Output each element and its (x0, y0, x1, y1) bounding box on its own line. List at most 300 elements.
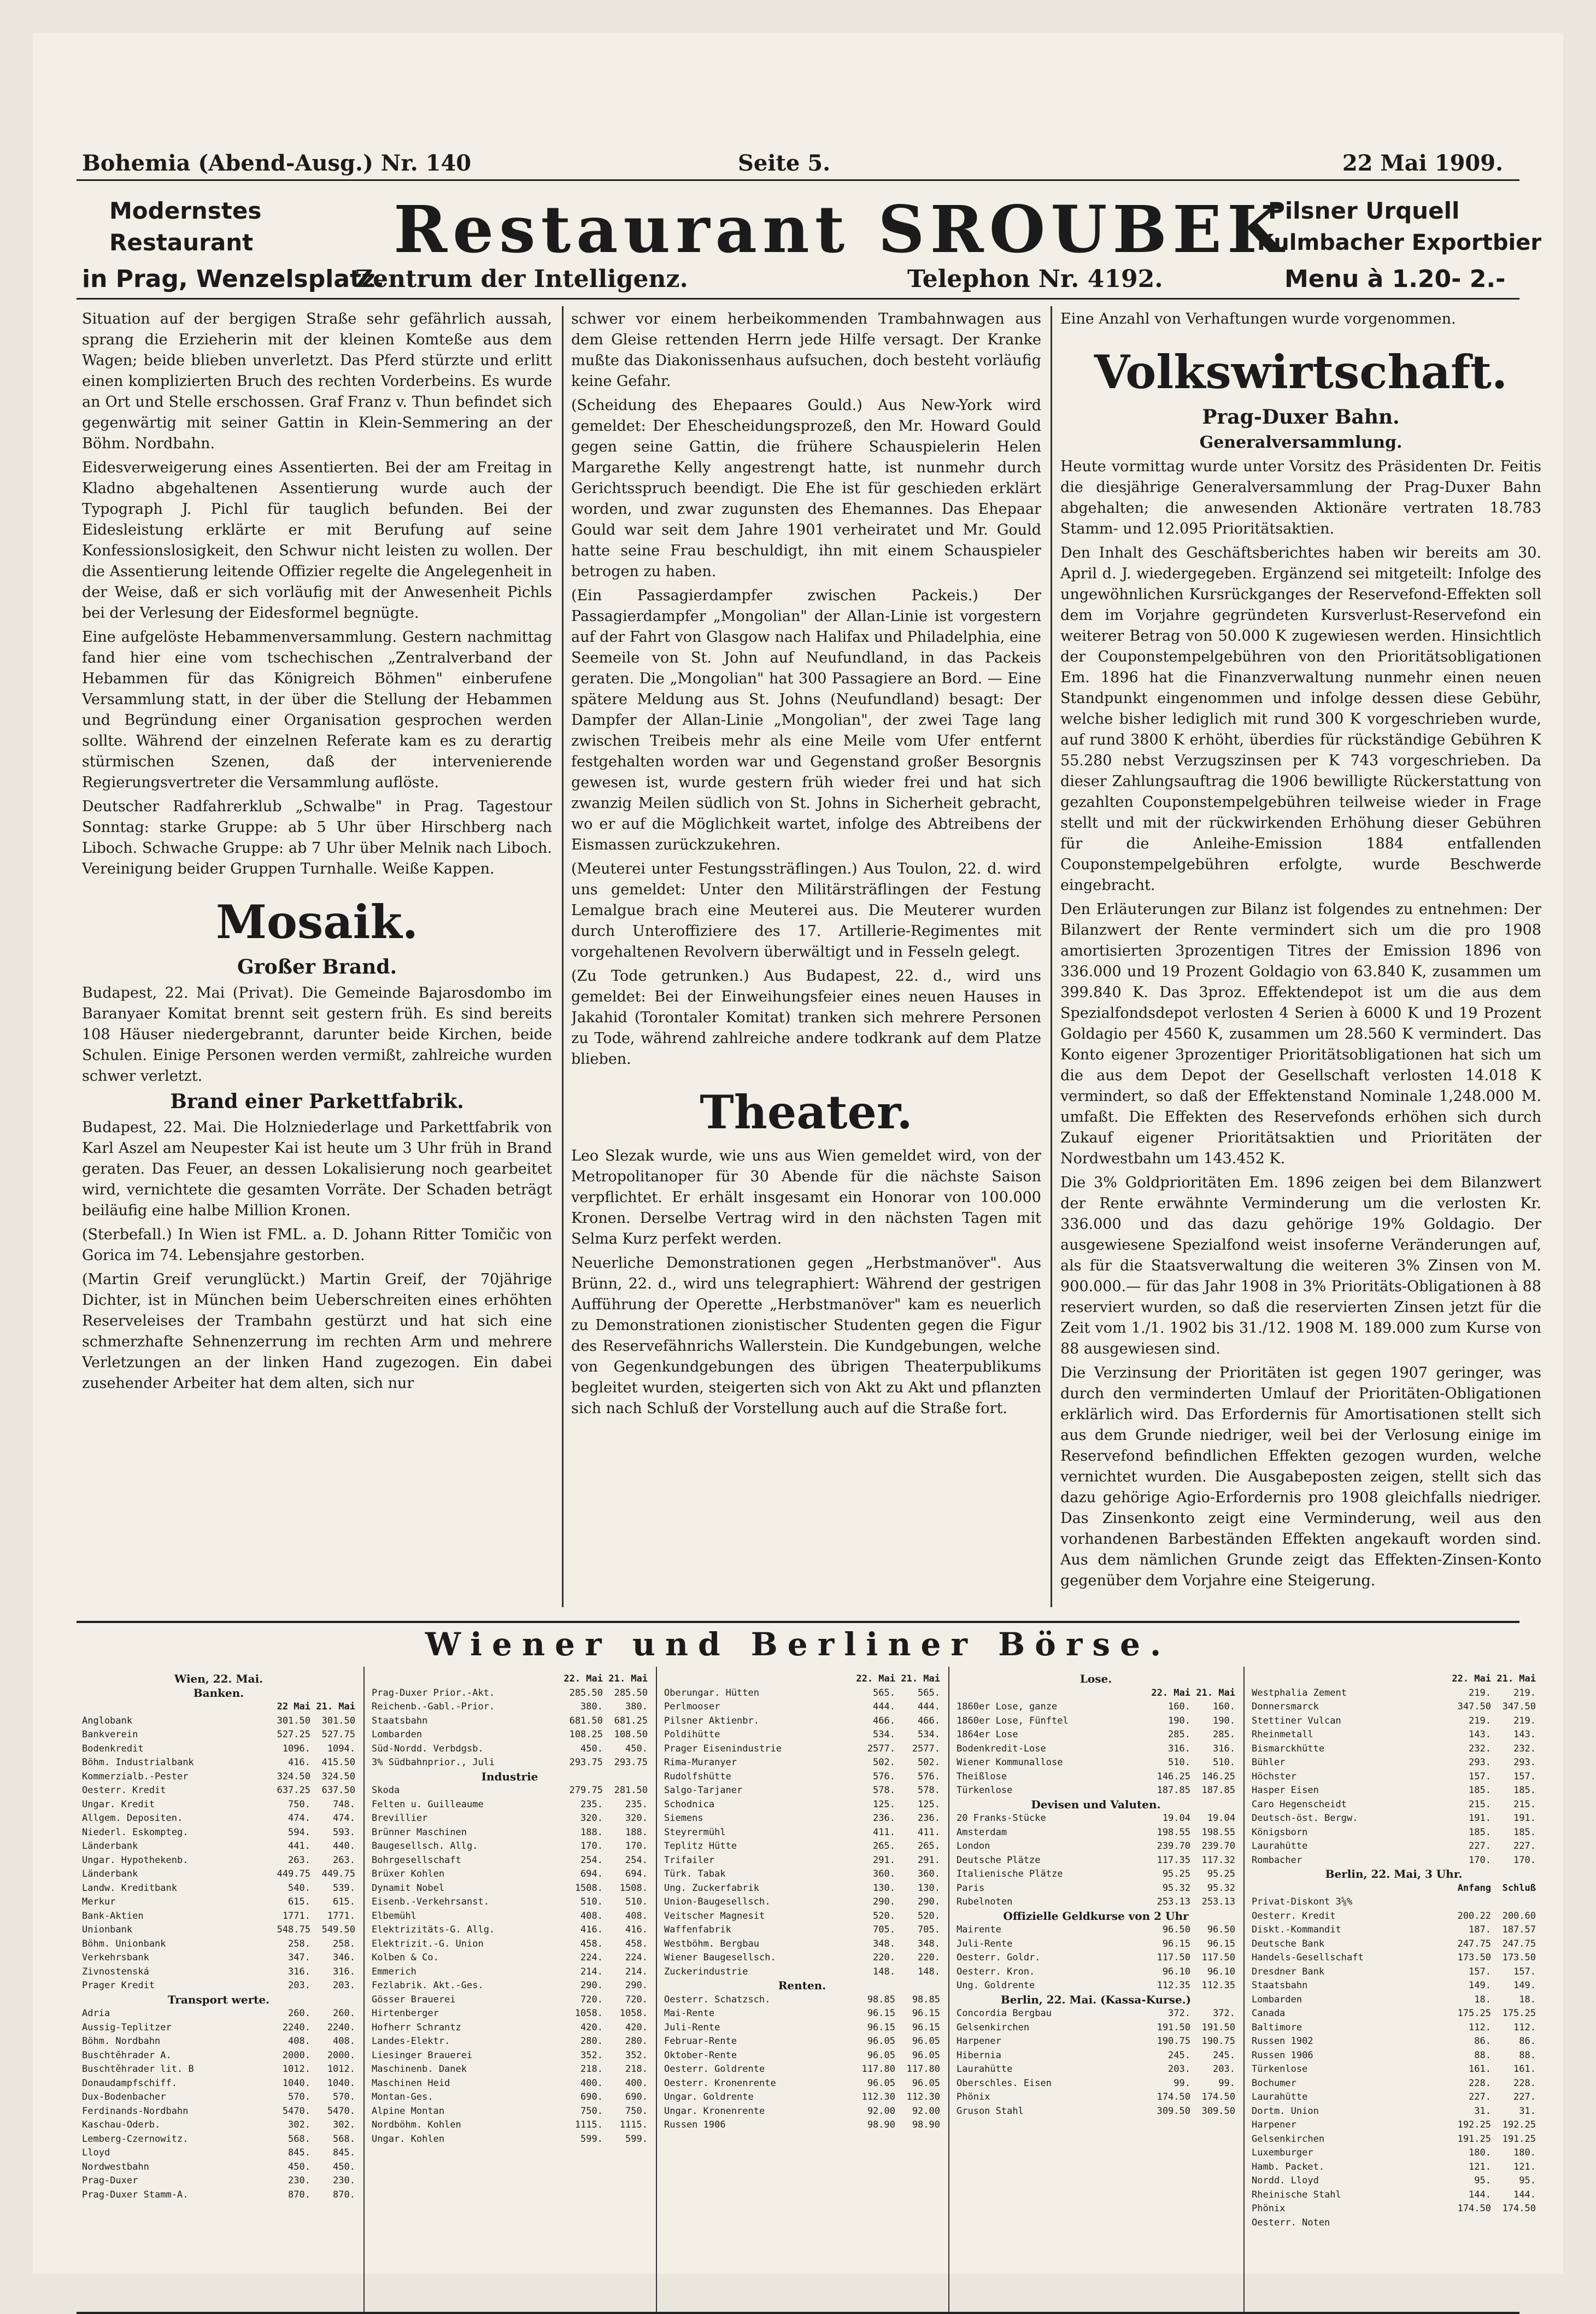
exchange-row (82, 1979, 355, 1993)
security-name: Donaudampfschiff. (82, 2077, 177, 2089)
price-value: 348. (918, 1938, 940, 1949)
price-value: 112. (1513, 2022, 1536, 2033)
price-value: 174.50 (1502, 2203, 1536, 2214)
exchange-row (957, 2063, 1235, 2077)
price-value: 95. (1474, 2175, 1491, 2186)
exchange-row (957, 1951, 1235, 1965)
security-name: Türkenlose (1252, 2064, 1308, 2075)
exchange-heading: Berlin, 22. Mai, 3 Uhr. (1325, 1867, 1463, 1881)
exchange-row (372, 1965, 648, 1979)
exchange-row (664, 1826, 940, 1840)
price-value: 400. (580, 2077, 603, 2089)
price-value: 352. (625, 2049, 648, 2061)
security-name: Kaschau-Oderb. (82, 2119, 161, 2130)
security-name: Brüxer Kohlen (372, 1868, 445, 1879)
exchange-header-cell: 21. Mai (901, 1673, 940, 1684)
exchange-row (1252, 1714, 1536, 1729)
exchange-row (957, 1882, 1235, 1896)
exchange-row (1252, 2063, 1536, 2077)
price-value: 705. (873, 1924, 895, 1935)
exchange-row (82, 1840, 355, 1854)
price-value: 352. (580, 2049, 603, 2061)
price-value: 750. (288, 1799, 310, 1810)
exchange-row (82, 1770, 355, 1784)
exchange-row (372, 2063, 648, 2077)
security-name: Salgo-Tarjaner (664, 1785, 743, 1796)
exchange-header-cell: 22. Mai (564, 1673, 603, 1684)
price-value: 117.80 (861, 2064, 895, 2075)
exchange-row (957, 1867, 1235, 1882)
price-value: 444. (873, 1701, 895, 1712)
price-value: 86. (1474, 2036, 1491, 2047)
security-name: Diskt.-Kommandit (1252, 1924, 1341, 1935)
article-paragraph: (Sterbefall.) In Wien ist FML. a. D. Johann Ritter Tomičic von Gorica im 74. Lebensjahre gestorben. (82, 1226, 552, 1264)
column-3 (1060, 309, 1541, 1610)
price-value: 593. (333, 1826, 355, 1838)
price-value: 408. (625, 1910, 648, 1922)
exchange-row (957, 2105, 1235, 2119)
price-value: 198.55 (1157, 1826, 1190, 1838)
price-value: 449.75 (321, 1868, 355, 1879)
exchange-row (372, 1895, 648, 1909)
exchange-row (372, 2090, 648, 2105)
exchange-column-rule (363, 1667, 365, 2312)
security-name: Deutsch-öst. Bergw. (1252, 1813, 1358, 1824)
exchange-row (1252, 1979, 1536, 1993)
price-value: 98.85 (912, 1994, 940, 2005)
price-value: 372. (1213, 2008, 1235, 2019)
price-value: 520. (873, 1910, 895, 1922)
security-name: Liesinger Brauerei (372, 2049, 473, 2061)
price-value: 845. (288, 2147, 310, 2158)
exchange-row (372, 1700, 648, 1714)
exchange-row (82, 2007, 355, 2021)
price-value: 450. (580, 1743, 603, 1754)
price-value: 88. (1519, 2049, 1536, 2061)
exchange-row (372, 1714, 648, 1729)
security-name: 1860er Lose, Fünftel (957, 1715, 1069, 1726)
security-name: Rima-Muranyer (664, 1757, 737, 1768)
price-value: 360. (918, 1868, 940, 1879)
security-name: Zuckerindustrie (664, 1966, 748, 1977)
exchange-row (82, 2105, 355, 2119)
price-value: 228. (1513, 2077, 1536, 2089)
price-value: 347.50 (1457, 1701, 1491, 1712)
price-value: 98.85 (867, 1994, 895, 2005)
price-value: 96.15 (1162, 1938, 1190, 1949)
price-value: 112. (1469, 2022, 1491, 2033)
price-value: 510. (580, 1896, 603, 1907)
price-value: 173.50 (1457, 1952, 1491, 1963)
price-value: 324.50 (321, 1771, 355, 1782)
price-value: 1040. (282, 2077, 310, 2089)
price-value: 99. (1173, 2077, 1190, 2089)
security-name: Eisenb.-Verkehrsanst. (372, 1896, 489, 1907)
price-value: 143. (1513, 1729, 1536, 1740)
price-value: 302. (333, 2119, 355, 2130)
price-value: 280. (625, 2036, 648, 2047)
price-value: 185. (1513, 1826, 1536, 1838)
price-value: 450. (288, 2161, 310, 2172)
exchange-row (1252, 2133, 1536, 2147)
exchange-row (1252, 2077, 1536, 2091)
column-1 (82, 309, 552, 1610)
price-value: 96.15 (912, 2008, 940, 2019)
price-value: 247.75 (1502, 1938, 1536, 1949)
exchange-column-1 (82, 1672, 355, 2202)
exchange-column-4 (957, 1672, 1235, 2118)
security-name: Prager Eisenindustrie (664, 1743, 782, 1754)
security-name: Allgem. Depositen. (82, 1813, 183, 1824)
security-name: Oesterr. Schatzsch. (664, 1994, 771, 2005)
exchange-row (664, 1686, 940, 1701)
article-paragraph: Deutscher Radfahrerklub „Schwalbe" in Prag. Tagestour Sonntag: starke Gruppe: ab 5 Uhr über Hirschberg nach Liboch. Schwache Gruppe: ab 7 Uhr über Melnik nach Liboch. Vereinigung beider Gruppen Turnhalle. Weiße Kappen. (82, 798, 552, 877)
price-value: 502. (873, 1757, 895, 1768)
price-value: 95.32 (1207, 1882, 1235, 1894)
price-value: 1115. (574, 2119, 603, 2130)
exchange-row (372, 2105, 648, 2119)
price-value: 263. (333, 1854, 355, 1866)
price-value: 720. (625, 1994, 648, 2005)
exchange-row (664, 2007, 940, 2021)
price-value: 5470. (282, 2105, 310, 2117)
price-value: 260. (288, 2008, 310, 2019)
price-value: 187.57 (1502, 1924, 1536, 1935)
exchange-row (957, 2035, 1235, 2049)
security-name: Oesterr. Kredit (82, 1785, 166, 1796)
exchange-row (82, 1937, 355, 1952)
price-value: 161. (1513, 2064, 1536, 2075)
exchange-column-5 (1252, 1672, 1536, 2230)
price-value: 96.50 (1207, 1924, 1235, 1935)
price-value: 615. (288, 1896, 310, 1907)
security-name: Türk. Tabak (664, 1868, 726, 1879)
security-name: Siemens (664, 1813, 703, 1824)
security-name: Ferdinands-Nordbahn (82, 2105, 189, 2117)
price-value: 320. (580, 1813, 603, 1824)
price-value: 173.50 (1502, 1952, 1536, 1963)
security-name: Höchster (1252, 1771, 1296, 1782)
price-value: 694. (580, 1868, 603, 1879)
price-value: 2240. (327, 2022, 355, 2033)
article-paragraph: Die 3% Goldprioritäten Em. 1896 zeigen bei dem Bilanzwert der Rente erwähnte Verminderung um die verlosten Kr. 336.000 und das dazu gehörige 19% Goldagio. Der ausgewiesene Spezialfond weist insoferne Veränderungen auf, als für die Staatsverwaltung die weiteren 3% Zinsen von M. 900.000.— für das Jahr 1908 in 3% Prioritäts-Obligationen à 88 reserviert wurden, so daß die reservierten Zinsen jetzt für die Zeit vom 1./1. 1902 bis 31./12. 1908 M. 189.000 zum Kurse von 88 ausgewiesen sind. (1060, 1174, 1541, 1357)
security-name: Maschinen Heid (372, 2077, 450, 2089)
security-name: Adria (82, 2008, 110, 2019)
exchange-header-cell: 21. Mai (316, 1701, 355, 1712)
security-name: Brünner Maschinen (372, 1826, 467, 1838)
exchange-row (372, 1979, 648, 1993)
price-value: 690. (625, 2092, 648, 2102)
price-value: 224. (580, 1952, 603, 1963)
exchange-row (664, 2049, 940, 2063)
article-paragraph: Budapest, 22. Mai (Privat). Die Gemeinde Bajarosdombo im Baranyaer Komitat brennt seit gestern früh. Es sind bereits 108 Häuser niedergebrannt, darunter beide Kirchen, beide Schulen. Einige Personen werden vermißt, zahlreiche wurden schwer verletzt. (82, 985, 552, 1085)
exchange-header-cell: 21. Mai (1196, 1687, 1235, 1698)
price-value: 444. (918, 1701, 940, 1712)
security-name: Luxemburger (1252, 2147, 1313, 2158)
security-name: Länderbank (82, 1868, 138, 1879)
ad-address: in Prag, Wenzelsplatz. (82, 265, 385, 293)
price-value (1446, 2216, 1491, 2230)
price-value: 174.50 (1157, 2092, 1190, 2102)
security-name: Staatsbahn (1252, 1980, 1308, 1991)
exchange-heading: Wien, 22. Mai. (174, 1672, 263, 1685)
price-value: 187. (1469, 1924, 1491, 1935)
price-value: 191.25 (1502, 2133, 1536, 2145)
price-value: 534. (873, 1729, 895, 1740)
exchange-header-cell: Anfang (1457, 1882, 1491, 1894)
exchange-row (957, 2021, 1235, 2035)
price-value: 347.50 (1502, 1701, 1536, 1712)
price-value: 578. (918, 1785, 940, 1796)
security-name: Waffenfabrik (664, 1924, 731, 1935)
security-name: Februar-Rente (664, 2036, 737, 2047)
price-value: 245. (1168, 2049, 1190, 2061)
exchange-row (1252, 1756, 1536, 1770)
exchange-header-cell: 22 Mai (277, 1701, 310, 1712)
price-value: 258. (333, 1938, 355, 1949)
price-value: 348. (873, 1938, 895, 1949)
price-value: 117.35 (1157, 1854, 1190, 1866)
price-value: 316. (333, 1966, 355, 1977)
price-value: 230. (288, 2175, 310, 2186)
security-name: Oktober-Rente (664, 2049, 737, 2061)
security-name: Rombacher (1252, 1854, 1302, 1866)
price-value: 218. (580, 2064, 603, 2075)
exchange-row (372, 1951, 648, 1965)
exchange-row (1252, 2160, 1536, 2175)
price-value: 148. (873, 1966, 895, 1977)
security-name: Skoda (372, 1785, 400, 1796)
exchange-column-2 (372, 1672, 648, 2146)
article-paragraph: Den Erläuterungen zur Bilanz ist folgendes zu entnehmen: Der Bilanzwert der Rente vermindert sich um die pro 1908 amortisierten 3prozentigen Titres der Emission 1896 von 336.000 und 19 Prozent Goldagio von 63.840 K, zusammen um 399.840 K. Das 3proz. Effektendepot ist um die aus dem Spezialfondsdepot verlosten 4 Serien à 6000 K und 19 Prozent Goldagio per 4560 K, zusammen um 28.560 K vermindert. Das Konto eigener 3prozentiger Prioritätsobligationen hat sich um die aus dem Depot der Gesellschaft verlosten 14.018 K vermindert, so daß der Effektenstand Nominale 1,248.000 M. umfaßt. Die Effekten des Reservefonds erhöhen sich durch Zukauf eigener Prioritätsaktien und Prioritäten der Nordwestbahn um 143.452 K. (1060, 901, 1541, 1167)
price-value: 235. (580, 1799, 603, 1810)
security-name: Oesterr. Goldrente (664, 2064, 765, 2075)
section-title-mosaik: Mosaik. (215, 895, 419, 949)
price-value: 534. (918, 1729, 940, 1740)
ad-pilsner: Pilsner Urquell (1268, 197, 1460, 224)
security-name: Staatsbahn (372, 1715, 428, 1726)
exchange-row (82, 1756, 355, 1770)
exchange-row (664, 1951, 940, 1965)
price-value: 214. (580, 1966, 603, 1977)
exchange-row (1252, 1728, 1536, 1742)
security-name: Laurahütte (1252, 1841, 1308, 1852)
exchange-row (372, 1854, 648, 1868)
exchange-row (372, 1728, 648, 1742)
exchange-row (82, 1812, 355, 1826)
security-name: Pilsner Aktienbr. (664, 1715, 759, 1726)
price-value: 175.25 (1502, 2008, 1536, 2019)
price-value: 1115. (619, 2119, 648, 2130)
security-name: Union-Baugesellsch. (664, 1896, 771, 1907)
security-name: Westböhm. Bergbau (664, 1938, 759, 1949)
security-name: Harpener (957, 2036, 1001, 2047)
exchange-row (372, 1937, 648, 1952)
security-name: Bodenkredit (82, 1743, 144, 1754)
exchange-row (957, 1784, 1235, 1798)
exchange-row (664, 2077, 940, 2091)
price-value: 219. (1513, 1715, 1536, 1726)
security-name: Landes-Elektr. (372, 2036, 450, 2047)
exchange-row (372, 1826, 648, 1840)
security-name: Bank-Aktien (82, 1910, 144, 1922)
price-value: 549.50 (321, 1924, 355, 1935)
price-value: 637.50 (321, 1785, 355, 1796)
exchange-row (957, 1826, 1235, 1840)
price-value: 416. (580, 1924, 603, 1935)
security-name: Lemberg-Czernowitz. (82, 2133, 189, 2145)
security-name: Bochumer (1252, 2077, 1296, 2089)
price-value: 415.50 (321, 1757, 355, 1768)
security-name: Gösser Brauerei (372, 1994, 456, 2005)
price-value: 148. (918, 1966, 940, 1977)
price-value: 527.75 (321, 1729, 355, 1740)
price-value: 400. (625, 2077, 648, 2089)
column-rule (562, 306, 564, 1607)
price-value: 96.15 (912, 2022, 940, 2033)
security-name: Bodenkredit-Lose (957, 1743, 1046, 1754)
security-name: Hasper Eisen (1252, 1785, 1319, 1796)
price-value: 180. (1513, 2147, 1536, 2158)
security-name: Böhm. Nordbahn (82, 2036, 161, 2047)
price-value: 220. (873, 1952, 895, 1963)
security-name: Oberungar. Hütten (664, 1687, 759, 1698)
exchange-row (1252, 2090, 1536, 2105)
price-value: 190. (1168, 1715, 1190, 1726)
ad-restaurant-label: Restaurant (109, 229, 254, 256)
exchange-column-rule (948, 1667, 949, 2312)
price-value: 576. (918, 1771, 940, 1782)
price-value: 293.75 (614, 1757, 648, 1768)
price-value: 565. (918, 1687, 940, 1698)
security-name: Rheinmetall (1252, 1729, 1313, 1740)
security-name: Länderbank (82, 1841, 138, 1852)
price-value: 96.05 (867, 2049, 895, 2061)
price-value: 19.04 (1207, 1813, 1235, 1824)
stock-exchange-section (77, 1621, 1536, 2314)
exchange-row (664, 2105, 940, 2119)
security-name: Trifailer (664, 1854, 715, 1866)
price-value: 31. (1474, 2105, 1491, 2117)
price-value: 1058. (574, 2008, 603, 2019)
price-value: 228. (1469, 2077, 1491, 2089)
price-value: 540. (288, 1882, 310, 1894)
price-value: 185. (1469, 1826, 1491, 1838)
security-name: Laurahütte (1252, 2092, 1308, 2102)
price-value: 96.05 (912, 2036, 940, 2047)
price-value: 346. (333, 1952, 355, 1963)
exchange-row (1252, 2118, 1536, 2133)
security-name: Gelsenkirchen (957, 2022, 1030, 2033)
running-head-date: 22 Mai 1909. (1342, 150, 1503, 176)
price-value: 144. (1513, 2189, 1536, 2200)
running-head-page: Seite 5. (738, 150, 831, 176)
ad-restaurant-name: Restaurant SROUBEK (394, 191, 1289, 267)
exchange-row (372, 2077, 648, 2091)
exchange-heading: Industrie (481, 1770, 538, 1783)
price-value: 117.50 (1157, 1952, 1190, 1963)
price-value: 95.25 (1207, 1868, 1235, 1879)
price-value: 203. (1168, 2064, 1190, 2075)
security-name: Mairente (957, 1924, 1001, 1935)
security-name: Zivnostenská (82, 1966, 149, 1977)
security-name: Donnersmarck (1252, 1701, 1319, 1712)
security-name: Hirtenberger (372, 2008, 439, 2019)
price-value: 215. (1513, 1799, 1536, 1810)
price-value: 96.50 (1162, 1924, 1190, 1935)
price-value: 191.25 (1457, 2133, 1491, 2145)
exchange-row (1252, 1784, 1536, 1798)
price-value: 290. (873, 1896, 895, 1907)
security-name: Perlmooser (664, 1701, 720, 1712)
security-name: Ung. Goldrente (957, 1980, 1035, 1991)
price-value: 293. (1513, 1757, 1536, 1768)
security-name: Böhm. Unionbank (82, 1938, 166, 1949)
price-value: 112.30 (906, 2092, 940, 2102)
price-value: 870. (333, 2189, 355, 2200)
price-value: 108.25 (569, 1729, 603, 1740)
security-name: Stettiner Vulcan (1252, 1715, 1341, 1726)
price-value: 290. (625, 1980, 648, 1991)
price-value: 170. (1513, 1854, 1536, 1866)
price-value: 203. (288, 1980, 310, 1991)
security-name: Anglobank (82, 1715, 133, 1726)
price-value: 146.25 (1201, 1771, 1235, 1782)
security-name: Wiener Baugesellsch. (664, 1952, 776, 1963)
price-value: 681.50 (569, 1715, 603, 1726)
price-value: 88. (1474, 2049, 1491, 2061)
security-name: Privat-Diskont 3⅝% (1252, 1896, 1353, 1907)
price-value (1491, 1895, 1536, 1909)
price-value: 98.90 (912, 2119, 940, 2130)
exchange-row (82, 2146, 355, 2160)
price-value: 347. (288, 1952, 310, 1963)
exchange-header-cell: Schluß (1502, 1882, 1536, 1894)
security-name: Nordwestbahn (82, 2161, 149, 2172)
exchange-column-rule (1243, 1667, 1245, 2312)
price-value: 265. (918, 1841, 940, 1852)
exchange-row (1252, 1742, 1536, 1756)
exchange-row (1252, 1909, 1536, 1924)
price-value: 449.75 (277, 1868, 310, 1879)
security-name: Westphalia Zement (1252, 1687, 1347, 1698)
exchange-row (82, 1951, 355, 1965)
price-value: 146.25 (1157, 1771, 1190, 1782)
price-value: 450. (625, 1743, 648, 1754)
security-name: Oesterr. Noten (1252, 2217, 1330, 2228)
security-name: Kolben & Co. (372, 1952, 439, 1963)
security-name: Elektrizitäts-G. Allg. (372, 1924, 495, 1935)
security-name: London (957, 1841, 990, 1852)
security-name: Russen 1906 (664, 2119, 726, 2130)
price-value: 96.10 (1162, 1966, 1190, 1977)
price-value: 18. (1474, 1994, 1491, 2005)
exchange-row (82, 2188, 355, 2202)
security-name: Bismarckhütte (1252, 1743, 1325, 1754)
security-name: Unionbank (82, 1924, 133, 1935)
price-value: 239.70 (1157, 1841, 1190, 1852)
exchange-row (957, 2049, 1235, 2063)
price-value: 96.10 (1207, 1966, 1235, 1977)
price-value: 1771. (327, 1910, 355, 1922)
security-name: Juli-Rente (957, 1938, 1013, 1949)
exchange-row (664, 1728, 940, 1742)
price-value: 380. (580, 1701, 603, 1712)
price-value: 143. (1469, 1729, 1491, 1740)
price-value: 2000. (282, 2049, 310, 2061)
exchange-row (664, 1742, 940, 1756)
security-name: Ungar. Kronenrente (664, 2105, 765, 2117)
